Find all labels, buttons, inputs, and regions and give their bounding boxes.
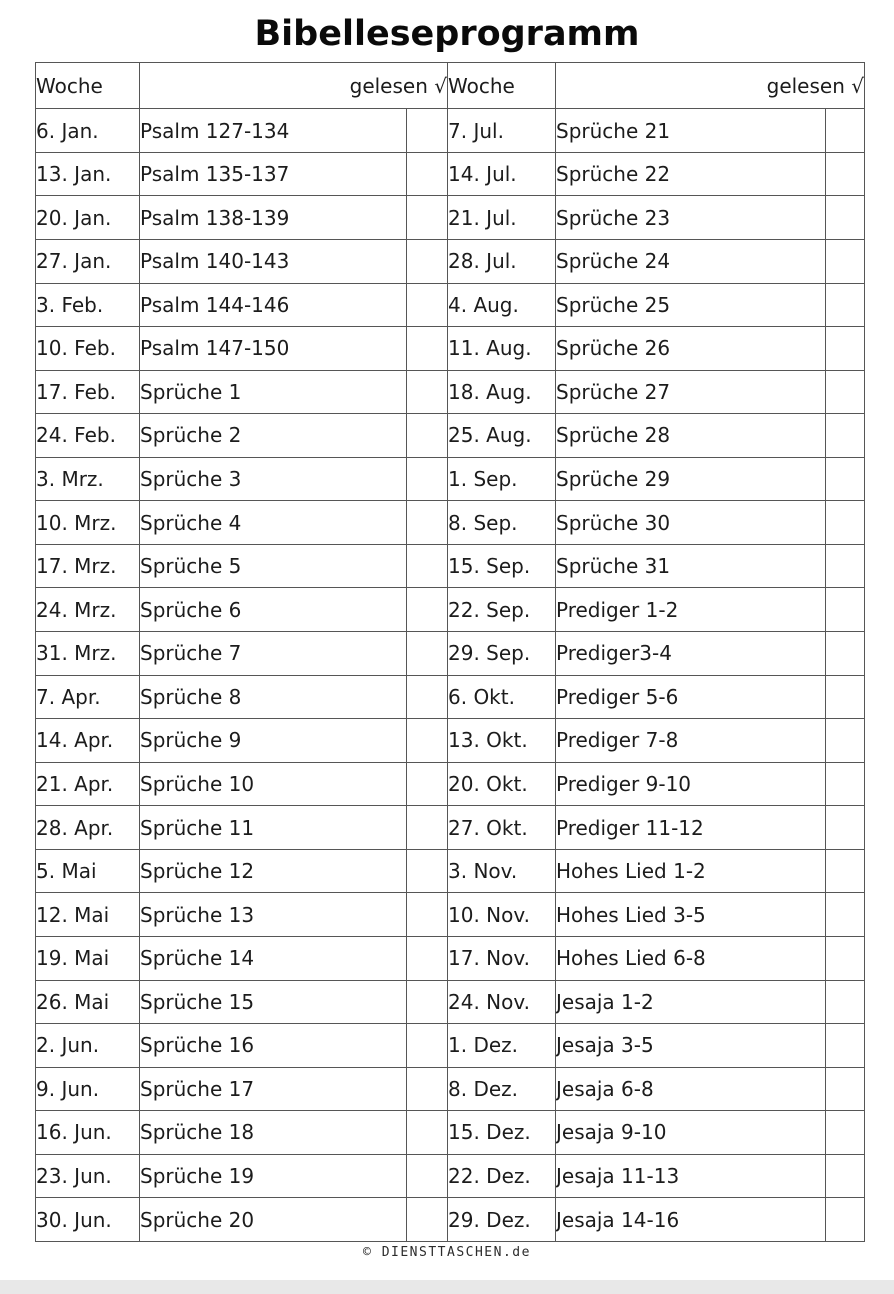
table-row — [36, 196, 865, 240]
reading-cell: Sprüche 18 — [140, 1111, 407, 1155]
read-checkbox-cell[interactable] — [407, 1067, 448, 1111]
read-checkbox-cell[interactable] — [826, 109, 865, 153]
reading-cell: Jesaja 11-13 — [556, 1154, 826, 1198]
read-checkbox-cell[interactable] — [407, 501, 448, 545]
reading-cell: Prediger 11-12 — [556, 806, 826, 850]
read-checkbox-cell[interactable] — [407, 675, 448, 719]
reading-cell: Jesaja 9-10 — [556, 1111, 826, 1155]
read-checkbox-cell[interactable] — [826, 1198, 865, 1242]
column-header-week-right: Woche — [448, 63, 556, 109]
week-cell: 4. Aug. — [448, 283, 556, 327]
read-checkbox-cell[interactable] — [407, 1154, 448, 1198]
reading-cell: Sprüche 17 — [140, 1067, 407, 1111]
read-checkbox-cell[interactable] — [826, 152, 865, 196]
reading-cell: Sprüche 29 — [556, 457, 826, 501]
week-cell: 24. Nov. — [448, 980, 556, 1024]
read-checkbox-cell[interactable] — [826, 457, 865, 501]
read-checkbox-cell[interactable] — [826, 762, 865, 806]
reading-cell: Sprüche 4 — [140, 501, 407, 545]
table-row — [36, 588, 865, 632]
table-row — [36, 370, 865, 414]
week-cell: 28. Jul. — [448, 239, 556, 283]
week-cell: 30. Jun. — [36, 1198, 140, 1242]
read-checkbox-cell[interactable] — [407, 1198, 448, 1242]
reading-cell: Sprüche 30 — [556, 501, 826, 545]
reading-cell: Sprüche 15 — [140, 980, 407, 1024]
reading-plan-table — [35, 62, 865, 1242]
read-checkbox-cell[interactable] — [407, 1111, 448, 1155]
read-checkbox-cell[interactable] — [826, 980, 865, 1024]
week-cell: 29. Dez. — [448, 1198, 556, 1242]
read-checkbox-cell[interactable] — [407, 806, 448, 850]
week-cell: 19. Mai — [36, 936, 140, 980]
table-row — [36, 1198, 865, 1242]
week-cell: 1. Sep. — [448, 457, 556, 501]
week-cell: 7. Apr. — [36, 675, 140, 719]
reading-cell: Sprüche 5 — [140, 544, 407, 588]
week-cell: 21. Jul. — [448, 196, 556, 240]
week-cell: 6. Okt. — [448, 675, 556, 719]
reading-cell: Psalm 140-143 — [140, 239, 407, 283]
read-checkbox-cell[interactable] — [826, 283, 865, 327]
read-checkbox-cell[interactable] — [407, 632, 448, 676]
reading-cell: Sprüche 22 — [556, 152, 826, 196]
reading-cell: Sprüche 23 — [556, 196, 826, 240]
reading-cell: Sprüche 21 — [556, 109, 826, 153]
table-row — [36, 675, 865, 719]
week-cell: 6. Jan. — [36, 109, 140, 153]
read-checkbox-cell[interactable] — [826, 936, 865, 980]
week-cell: 26. Mai — [36, 980, 140, 1024]
week-cell: 14. Jul. — [448, 152, 556, 196]
column-header-read-right: gelesen √ — [556, 63, 865, 109]
table-row — [36, 239, 865, 283]
reading-cell: Jesaja 14-16 — [556, 1198, 826, 1242]
week-cell: 22. Dez. — [448, 1154, 556, 1198]
read-checkbox-cell[interactable] — [407, 893, 448, 937]
table-row — [36, 980, 865, 1024]
read-checkbox-cell[interactable] — [407, 196, 448, 240]
week-cell: 10. Feb. — [36, 327, 140, 371]
read-checkbox-cell[interactable] — [407, 762, 448, 806]
week-cell: 8. Sep. — [448, 501, 556, 545]
read-checkbox-cell[interactable] — [407, 849, 448, 893]
week-cell: 2. Jun. — [36, 1024, 140, 1068]
week-cell: 3. Feb. — [36, 283, 140, 327]
read-checkbox-cell[interactable] — [407, 719, 448, 763]
read-checkbox-cell[interactable] — [407, 152, 448, 196]
read-checkbox-cell[interactable] — [407, 414, 448, 458]
read-checkbox-cell[interactable] — [826, 501, 865, 545]
table-row — [36, 632, 865, 676]
table-row — [36, 1111, 865, 1155]
reading-cell: Sprüche 10 — [140, 762, 407, 806]
read-checkbox-cell[interactable] — [826, 1111, 865, 1155]
reading-cell: Sprüche 9 — [140, 719, 407, 763]
read-checkbox-cell[interactable] — [826, 239, 865, 283]
reading-cell: Sprüche 8 — [140, 675, 407, 719]
week-cell: 3. Mrz. — [36, 457, 140, 501]
week-cell: 31. Mrz. — [36, 632, 140, 676]
reading-cell: Sprüche 6 — [140, 588, 407, 632]
reading-cell: Sprüche 12 — [140, 849, 407, 893]
reading-cell: Hohes Lied 3-5 — [556, 893, 826, 937]
read-checkbox-cell[interactable] — [407, 109, 448, 153]
week-cell: 18. Aug. — [448, 370, 556, 414]
reading-cell: Sprüche 16 — [140, 1024, 407, 1068]
week-cell: 13. Okt. — [448, 719, 556, 763]
reading-cell: Psalm 144-146 — [140, 283, 407, 327]
read-checkbox-cell[interactable] — [826, 1024, 865, 1068]
week-cell: 5. Mai — [36, 849, 140, 893]
read-checkbox-cell[interactable] — [407, 544, 448, 588]
table-row — [36, 762, 865, 806]
week-cell: 10. Mrz. — [36, 501, 140, 545]
table-row — [36, 1024, 865, 1068]
read-checkbox-cell[interactable] — [826, 414, 865, 458]
table-row — [36, 283, 865, 327]
week-cell: 14. Apr. — [36, 719, 140, 763]
read-checkbox-cell[interactable] — [407, 283, 448, 327]
week-cell: 23. Jun. — [36, 1154, 140, 1198]
week-cell: 11. Aug. — [448, 327, 556, 371]
table-row — [36, 893, 865, 937]
week-cell: 17. Feb. — [36, 370, 140, 414]
read-checkbox-cell[interactable] — [407, 980, 448, 1024]
table-row — [36, 544, 865, 588]
table-row — [36, 457, 865, 501]
week-cell: 24. Feb. — [36, 414, 140, 458]
reading-cell: Sprüche 14 — [140, 936, 407, 980]
reading-cell: Prediger 5-6 — [556, 675, 826, 719]
week-cell: 15. Sep. — [448, 544, 556, 588]
document-page — [0, 14, 894, 1260]
reading-cell: Sprüche 1 — [140, 370, 407, 414]
bottom-strip — [0, 1280, 894, 1294]
table-row — [36, 849, 865, 893]
read-checkbox-cell[interactable] — [826, 327, 865, 371]
reading-cell: Sprüche 25 — [556, 283, 826, 327]
reading-cell: Sprüche 20 — [140, 1198, 407, 1242]
week-cell: 15. Dez. — [448, 1111, 556, 1155]
read-checkbox-cell[interactable] — [826, 849, 865, 893]
table-row — [36, 1154, 865, 1198]
column-header-read-left: gelesen √ — [140, 63, 448, 109]
reading-cell: Jesaja 3-5 — [556, 1024, 826, 1068]
read-checkbox-cell[interactable] — [407, 457, 448, 501]
read-checkbox-cell[interactable] — [826, 806, 865, 850]
reading-cell: Hohes Lied 6-8 — [556, 936, 826, 980]
read-checkbox-cell[interactable] — [407, 239, 448, 283]
reading-cell: Sprüche 11 — [140, 806, 407, 850]
read-checkbox-cell[interactable] — [826, 675, 865, 719]
read-checkbox-cell[interactable] — [826, 196, 865, 240]
week-cell: 1. Dez. — [448, 1024, 556, 1068]
reading-cell: Sprüche 13 — [140, 893, 407, 937]
table-row — [36, 806, 865, 850]
reading-cell: Hohes Lied 1-2 — [556, 849, 826, 893]
read-checkbox-cell[interactable] — [407, 327, 448, 371]
reading-cell: Sprüche 28 — [556, 414, 826, 458]
week-cell: 20. Okt. — [448, 762, 556, 806]
week-cell: 25. Aug. — [448, 414, 556, 458]
read-checkbox-cell[interactable] — [826, 370, 865, 414]
table-row — [36, 719, 865, 763]
read-checkbox-cell[interactable] — [826, 588, 865, 632]
reading-cell: Psalm 127-134 — [140, 109, 407, 153]
week-cell: 17. Nov. — [448, 936, 556, 980]
copyright: © DIENSTTASCHEN.de — [363, 1245, 531, 1261]
table-row — [36, 152, 865, 196]
reading-cell: Sprüche 3 — [140, 457, 407, 501]
reading-cell: Sprüche 19 — [140, 1154, 407, 1198]
reading-cell: Sprüche 2 — [140, 414, 407, 458]
week-cell: 17. Mrz. — [36, 544, 140, 588]
read-checkbox-cell[interactable] — [826, 544, 865, 588]
reading-cell: Psalm 135-137 — [140, 152, 407, 196]
week-cell: 8. Dez. — [448, 1067, 556, 1111]
read-checkbox-cell[interactable] — [407, 370, 448, 414]
table-row — [36, 1067, 865, 1111]
week-cell: 9. Jun. — [36, 1067, 140, 1111]
reading-cell: Sprüche 27 — [556, 370, 826, 414]
read-checkbox-cell[interactable] — [826, 1154, 865, 1198]
reading-cell: Jesaja 1-2 — [556, 980, 826, 1024]
column-header-week-left: Woche — [36, 63, 140, 109]
week-cell: 29. Sep. — [448, 632, 556, 676]
reading-cell: Sprüche 24 — [556, 239, 826, 283]
week-cell: 10. Nov. — [448, 893, 556, 937]
reading-cell: Prediger 1-2 — [556, 588, 826, 632]
week-cell: 12. Mai — [36, 893, 140, 937]
read-checkbox-cell[interactable] — [826, 1067, 865, 1111]
read-checkbox-cell[interactable] — [407, 1024, 448, 1068]
read-checkbox-cell[interactable] — [407, 588, 448, 632]
header-row — [36, 63, 865, 109]
reading-cell: Sprüche 26 — [556, 327, 826, 371]
table-row — [36, 936, 865, 980]
week-cell: 3. Nov. — [448, 849, 556, 893]
reading-cell: Prediger 9-10 — [556, 762, 826, 806]
read-checkbox-cell[interactable] — [826, 632, 865, 676]
table-row — [36, 501, 865, 545]
table-row — [36, 109, 865, 153]
week-cell: 7. Jul. — [448, 109, 556, 153]
week-cell: 22. Sep. — [448, 588, 556, 632]
read-checkbox-cell[interactable] — [407, 936, 448, 980]
week-cell: 21. Apr. — [36, 762, 140, 806]
reading-cell: Prediger3-4 — [556, 632, 826, 676]
week-cell: 20. Jan. — [36, 196, 140, 240]
reading-cell: Psalm 147-150 — [140, 327, 407, 371]
week-cell: 24. Mrz. — [36, 588, 140, 632]
reading-cell: Psalm 138-139 — [140, 196, 407, 240]
page-title: Bibelleseprogramm — [254, 14, 640, 54]
week-cell: 16. Jun. — [36, 1111, 140, 1155]
week-cell: 28. Apr. — [36, 806, 140, 850]
reading-cell: Sprüche 7 — [140, 632, 407, 676]
week-cell: 27. Okt. — [448, 806, 556, 850]
table-row — [36, 327, 865, 371]
read-checkbox-cell[interactable] — [826, 893, 865, 937]
reading-cell: Prediger 7-8 — [556, 719, 826, 763]
table-row — [36, 414, 865, 458]
reading-cell: Sprüche 31 — [556, 544, 826, 588]
week-cell: 13. Jan. — [36, 152, 140, 196]
reading-cell: Jesaja 6-8 — [556, 1067, 826, 1111]
read-checkbox-cell[interactable] — [826, 719, 865, 763]
week-cell: 27. Jan. — [36, 239, 140, 283]
